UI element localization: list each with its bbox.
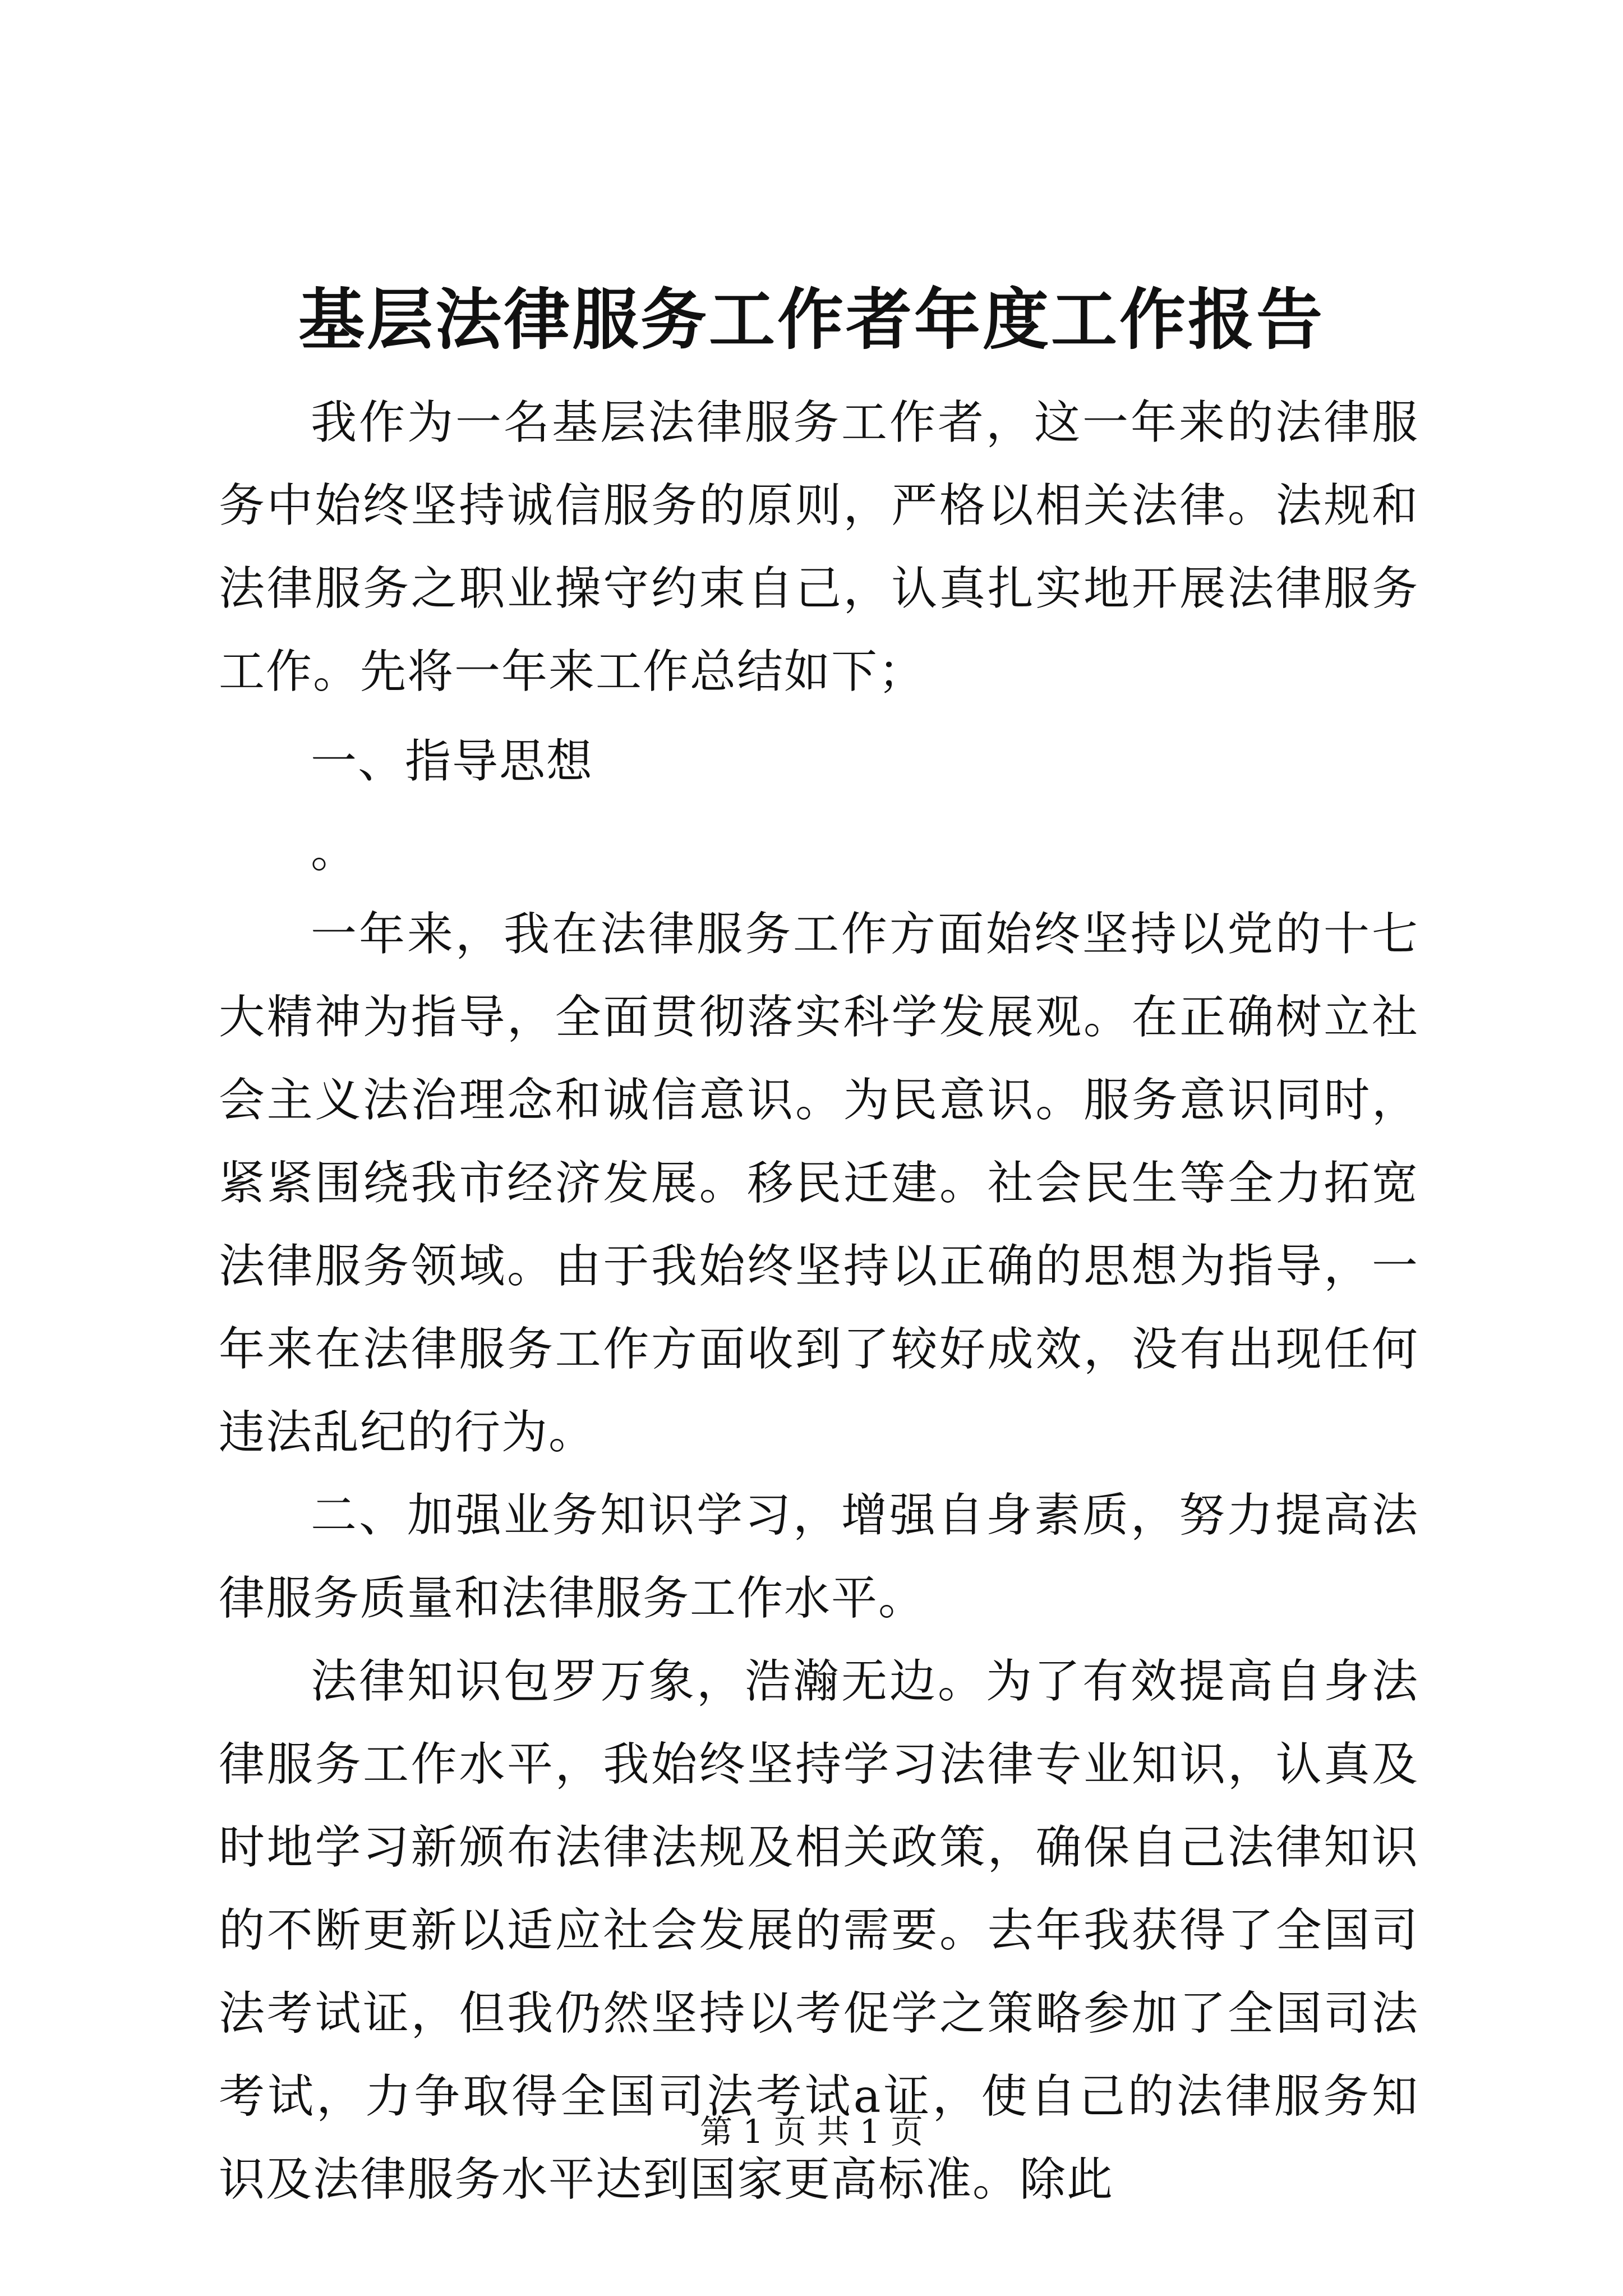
- page-footer: 第 1 页 共 1 页: [700, 2113, 923, 2151]
- document-title: 基层法律服务工作者年度工作报告: [298, 280, 1325, 358]
- paragraph-section-2: 法律知识包罗万象，浩瀚无边。为了有效提高自身法律服务工作水平，我始终坚持学习法律专业知识，认真及时地学习新颁布法律法规及相关政策，确保自己法律知识的不断更新以适应社会发展的需要。去年我获得了全国司法考试证，但我仍然坚持以考促学之策略参加了全国司法考试，力争取得全国司法考试a证，使自己的法律服务知识及法律服务水平达到国家更高标准。除此: [219, 1655, 1419, 2206]
- paragraph-intro: 我作为一名基层法律服务工作者，这一年来的法律服务中始终坚持诚信服务的原则，严格以相关法律。法规和法律服务之职业操守约束自己，认真扎实地开展法律服务工作。先将一年来工作总结如下；: [219, 396, 1419, 698]
- document-body: [219, 381, 1419, 2221]
- section-heading-2: 二、加强业务知识学习，增强自身素质，努力提高法律服务质量和法律服务工作水平。: [219, 1489, 1419, 1625]
- paragraph-section-1: 一年来，我在法律服务工作方面始终坚持以党的十七大精神为指导，全面贯彻落实科学发展观。在正确树立社会主义法治理念和诚信意识。为民意识。服务意识同时，紧紧围绕我市经济发展。移民迁建。社会民生等全力拓宽法律服务领域。由于我始终坚持以正确的思想为指导，一年来在法律服务工作方面收到了较好成效，没有出现任何违法乱纪的行为。: [219, 908, 1419, 1459]
- section-heading-1: 一、指导思想: [311, 735, 594, 788]
- stray-punctuation: 。: [311, 825, 358, 878]
